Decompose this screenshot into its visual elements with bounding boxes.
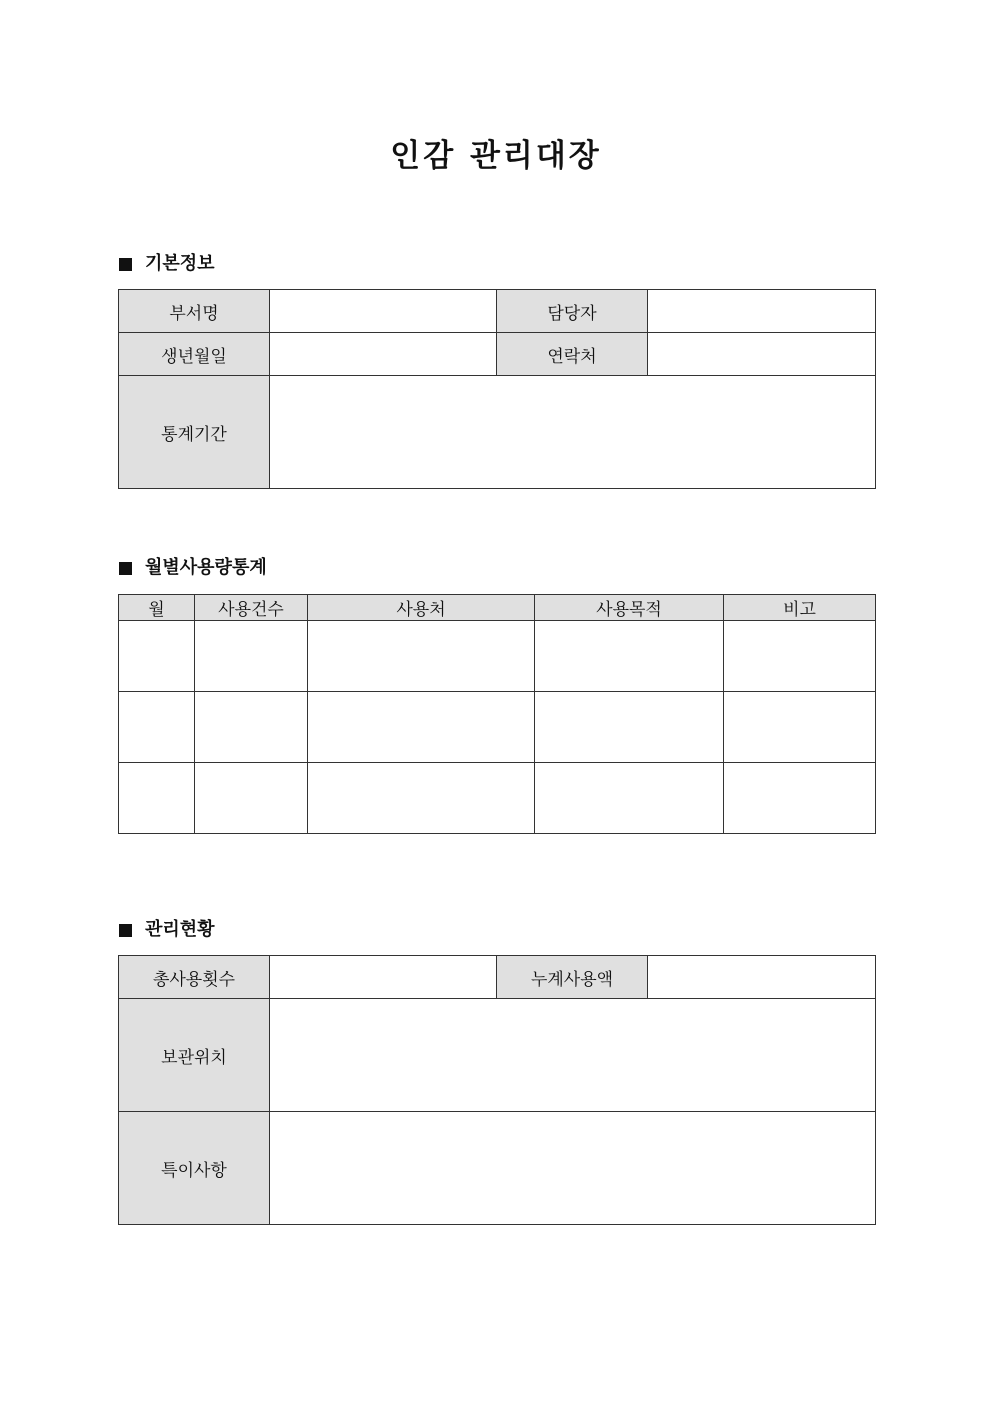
use-count-cell[interactable] xyxy=(195,763,308,834)
table-row xyxy=(119,763,876,834)
table-row xyxy=(119,956,876,999)
table-row xyxy=(119,290,876,333)
dept-label: 부서명 xyxy=(119,290,270,333)
storage-field[interactable] xyxy=(270,999,876,1112)
total-uses-label: 총사용횟수 xyxy=(119,956,270,999)
column-header-use-place: 사용처 xyxy=(308,595,535,621)
birth-label: 생년월일 xyxy=(119,333,270,376)
storage-label: 보관위치 xyxy=(119,999,270,1112)
use-count-cell[interactable] xyxy=(195,692,308,763)
table-row xyxy=(119,999,876,1112)
section-heading-label: 월별사용량통계 xyxy=(145,557,267,578)
total-uses-field[interactable] xyxy=(270,956,497,999)
table-row xyxy=(119,692,876,763)
month-cell[interactable] xyxy=(119,763,195,834)
remarks-cell[interactable] xyxy=(724,621,876,692)
column-header-month: 월 xyxy=(119,595,195,621)
notes-label: 특이사항 xyxy=(119,1112,270,1225)
birth-field[interactable] xyxy=(270,333,497,376)
page-title: 인감 관리대장 xyxy=(390,138,602,174)
monthly-stats-table xyxy=(118,594,876,834)
period-field[interactable] xyxy=(270,376,876,489)
notes-field[interactable] xyxy=(270,1112,876,1225)
column-header-use-count: 사용건수 xyxy=(195,595,308,621)
month-cell[interactable] xyxy=(119,621,195,692)
remarks-cell[interactable] xyxy=(724,763,876,834)
period-label: 통계기간 xyxy=(119,376,270,489)
use-place-cell[interactable] xyxy=(308,621,535,692)
column-header-use-purpose: 사용목적 xyxy=(535,595,724,621)
square-bullet-icon xyxy=(119,562,132,575)
square-bullet-icon xyxy=(119,924,132,937)
table-header-row xyxy=(119,595,876,621)
use-place-cell[interactable] xyxy=(308,692,535,763)
contact-label: 연락처 xyxy=(497,333,648,376)
use-place-cell[interactable] xyxy=(308,763,535,834)
cumulative-amount-label: 누계사용액 xyxy=(497,956,648,999)
use-purpose-cell[interactable] xyxy=(535,621,724,692)
section-heading-monthly-stats xyxy=(119,556,267,580)
use-purpose-cell[interactable] xyxy=(535,692,724,763)
management-table xyxy=(118,955,876,1225)
section-heading-label: 관리현황 xyxy=(145,919,215,940)
section-heading-basic-info xyxy=(119,252,215,276)
contact-field[interactable] xyxy=(648,333,876,376)
month-cell[interactable] xyxy=(119,692,195,763)
square-bullet-icon xyxy=(119,258,132,271)
table-row xyxy=(119,1112,876,1225)
table-row xyxy=(119,333,876,376)
column-header-remarks: 비고 xyxy=(724,595,876,621)
use-purpose-cell[interactable] xyxy=(535,763,724,834)
use-count-cell[interactable] xyxy=(195,621,308,692)
table-row xyxy=(119,621,876,692)
section-heading-label: 기본정보 xyxy=(145,253,215,274)
basic-info-table xyxy=(118,289,876,489)
table-row xyxy=(119,376,876,489)
section-heading-management xyxy=(119,918,215,942)
manager-field[interactable] xyxy=(648,290,876,333)
cumulative-amount-field[interactable] xyxy=(648,956,876,999)
dept-field[interactable] xyxy=(270,290,497,333)
manager-label: 담당자 xyxy=(497,290,648,333)
remarks-cell[interactable] xyxy=(724,692,876,763)
